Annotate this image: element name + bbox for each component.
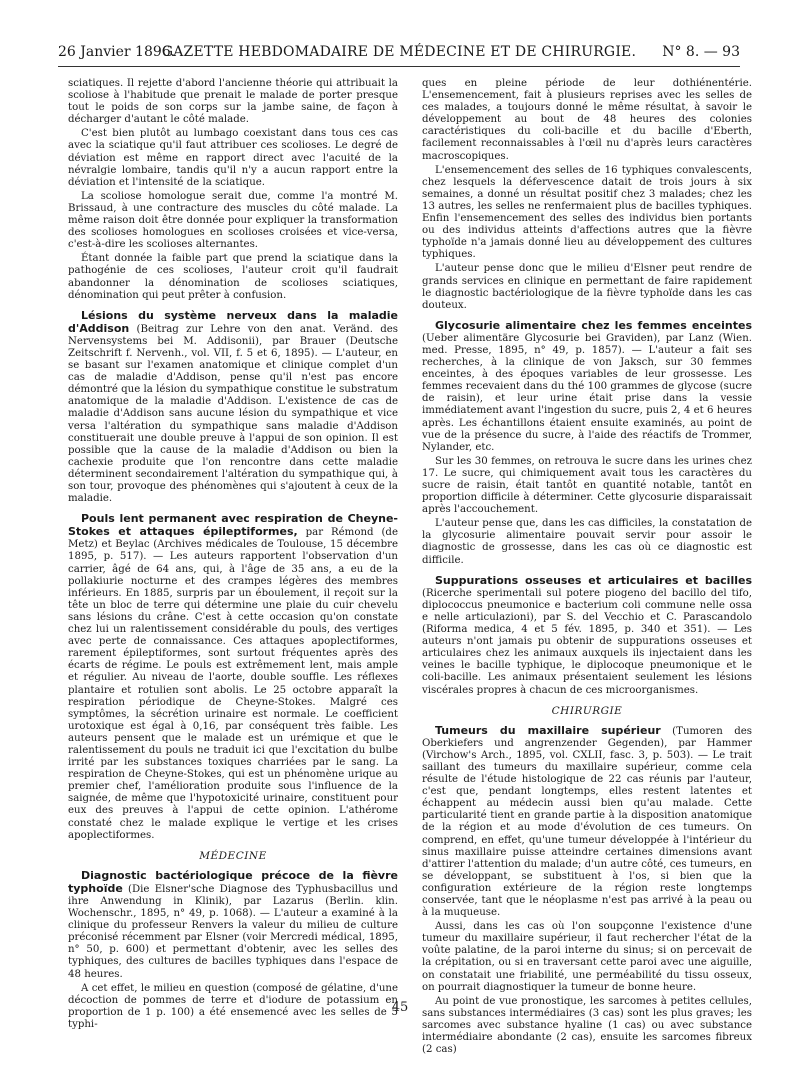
article-paragraph: [422, 575, 752, 697]
header-rule: [58, 66, 740, 67]
article-suppurations: [422, 575, 752, 697]
paragraph: Étant donnée la faible part que prend la sciatique dans la pathogénie de ces scolioses, l'auteur croit qu'il faudrait abandonner la dénomination de scolioses sciatiques, dénomination qui peut prêter à confusion.: [68, 253, 398, 301]
article-paragraph: [422, 320, 752, 454]
article-cheyne-stokes: [68, 513, 398, 842]
article-heading: Diagnostic bactériologique précoce de la fièvre typhoïde: [68, 868, 398, 895]
left-column: [68, 78, 398, 1039]
article-body: (Ricerche sperimentali sul potere piogeno del bacillo del tifo, diplococcus pneumonice e bacterium coli commune nelle ossa e nelle articulazioni), par S. del Vecchio et C. Parascandolo (Riforma medica, 4 et 5 fév. 1895, p. 340 et 351). — Les auteurs n'ont jamais pu obtenir de suppurations osseuses et articulaires chez les animaux auxquels ils injectaient dans les veines le bacille typhique, le diplocoque pneumonique et le coli-bacille. Les animaux présentaient seulement les lésions viscérales propres à chacun de ces microorganismes.: [422, 587, 752, 696]
issue-page-number: N° 8. — 93: [662, 44, 740, 60]
journal-title: GAZETTE HEBDOMADAIRE DE MÉDECINE ET DE CHIRURGIE.: [161, 44, 637, 60]
paragraph: ques en pleine période de leur dothiénentérie. L'ensemencement, fait à plusieurs reprises avec les selles de ces malades, a toujours donné le même résultat, à savoir le développement au bout de 48 heures des colonies caractéristiques du coli-bacille et du bacille d'Eberth, facilement reconnaissables à l'œil nu d'après leurs caractères macroscopiques.: [422, 78, 752, 162]
article-paragraph: [68, 870, 398, 981]
article-paragraph: [68, 513, 398, 842]
article-glycosurie: [422, 320, 752, 567]
article-paragraph: Aussi, dans les cas où l'on soupçonne l'existence d'une tumeur du maxillaire supérieur, il faut rechercher l'état de la voûte palatine, de la paroi interne du sinus; si on percevait de la crépitation, ou si en traversant cette paroi avec une aiguille, on constatait une friabilité, une perméabilité du tissu osseux, on pourrait diagnostiquer la tumeur de bonne heure.: [422, 921, 752, 993]
paragraph: sciatiques. Il rejette d'abord l'ancienne théorie qui attribuait la scoliose à l'habitude que prenait le malade de porter presque tout le poids de son corps sur la jambe saine, de façon à décharger d'autant le côté malade.: [68, 78, 398, 126]
article-body: (Die Elsner'sche Diagnose des Typhusbacillus und ihre Anwendung in Klinik), par Lazarus (Berlin. klin. Wochenschr., 1895, n° 49, p. 1068). — L'auteur a examiné à la clinique du professeur Renvers la valeur du milieu de culture préconisé récemment par Elsner (voir Mercredi médical, 1895, n° 50, p. 600) et permettant d'obtenir, avec les selles des typhiques, des cultures de bacilles typhiques dans l'espace de 48 heures.: [68, 883, 398, 980]
article-heading: Glycosurie alimentaire chez les femmes enceintes: [435, 318, 752, 332]
article-body: (Ueber alimentäre Glycosurie bei Graviden), par Lanz (Wien. med. Presse, 1895, n° 49, p. 1857). — L'auteur a fait ses recherches, à la clinique de von Jaksch, sur 30 femmes enceintes, à des époques variables de leur grossesse. Les femmes recevaient dans du thé 100 grammes de glycose (sucre de raisin), et leur urine était prise dans la vessie immédiatement avant l'ingestion du sucre, puis 2, 4 et 6 heures après. Les échantillons étaient ensuite examinés, au point de vue de la présence du sucre, à l'aide des réactifs de Trommer, Nylander, etc.: [422, 332, 752, 453]
article-heading: Suppurations osseuses et articulaires et bacilles: [435, 573, 752, 587]
article-heading: Lésions du système nerveux dans la maladie d'Addison: [68, 308, 398, 335]
article-paragraph: [68, 310, 398, 506]
page-number: 45: [391, 1000, 409, 1015]
right-column: [422, 78, 752, 1064]
paragraph: L'auteur pense donc que le milieu d'Elsner peut rendre de grands services en clinique en permettant de faire rapidement le diagnostic bactériologique de la fièvre typhoïde dans les cas douteux.: [422, 263, 752, 311]
article-paragraph: L'auteur pense que, dans les cas difficiles, la constatation de la glycosurie alimentaire pouvait servir pour assoir le diagnostic de grossesse, dans les cas où ce diagnostic est difficile.: [422, 518, 752, 566]
paragraph: La scoliose homologue serait due, comme l'a montré M. Brissaud, à une contracture des muscles du côté malade. La même raison doit être donnée pour expliquer la transformation des scolioses homologues en scolioses croisées et vice-versa, c'est-à-dire les scolioses alternantes.: [68, 190, 398, 251]
article-heading: Tumeurs du maxillaire supérieur: [435, 723, 661, 737]
article-addison: [68, 310, 398, 506]
article-paragraph: A cet effet, le milieu en question (composé de gélatine, d'une décoction de pommes de terre et d'iodure de potassium en proportion de 1 p. 100) a été ensemencé avec les selles de 5 typhi-: [68, 982, 398, 1030]
article-body: (Beitrag zur Lehre von den anat. Veränd. des Nervensystems bei M. Addisonii), par Brauer (Deutsche Zeitschrift f. Nervenh., vol. VII, f. 5 et 6, 1895). — L'auteur, en se basant sur l'examen anatomique et clinique complet d'un cas de maladie d'Addison, pense qu'il n'est pas encore démontré que la lésion du sympathique constitue le substratum anatomique de la maladie d'Addison. L'existence de cas de maladie d'Addison sans aucune lésion du sympathique et vice versa l'altération du sympathique sans maladie d'Addison constituerait une double preuve à l'appui de son opinion. Il est possible que la cause de la maladie d'Addison ou bien la cachexie produite que l'on rencontre dans cette maladie déterminent secondairement l'altération du sympathique qui, à son tour, provoque des phénomènes qui s'ajoutent à ceux de la maladie.: [68, 323, 398, 505]
header-date: 26 Janvier 1896.: [58, 44, 176, 60]
article-paragraph: Au point de vue pronostique, les sarcomes à petites cellules, sans substances intermédiaires (3 cas) sont les plus graves; les sarcomes avec substance hyaline (1 cas) ou avec substance intermédiaire abondante (2 cas), ensuite les sarcomes fibreux (2 cas): [422, 995, 752, 1056]
paragraph: C'est bien plutôt au lumbago coexistant dans tous ces cas avec la sciatique qu'il faut attribuer ces scolioses. Le degré de déviation est même en rapport direct avec l'acuité de la névralgie lombaire, tandis qu'il n'y a aucun rapport entre la déviation et l'intensité de la sciatique.: [68, 128, 398, 188]
article-paragraph: [422, 725, 752, 920]
article-body: par Rémond (de Metz) et Beylac (Archives médicales de Toulouse, 15 décembre 1895, p. 517). — Les auteurs rapportent l'observation d'un carrier, âgé de 64 ans, qui, à l'âge de 35 ans, a eu de la pollakiurie nocturne et des crampes légères des membres inférieurs. En 1885, surpris par un éboulement, il reçoit sur la tête un bloc de terre qui détermine une plaie du cuir chevelu sans lésions du crâne. C'est à cette occasion qu'on constate chez lui un ralentissement considérable du pouls, des vertiges avec perte de connaissance. Ces attaques apoplectiformes, rarement épileptiformes, sont surtout fréquentes après des écarts de régime. Le pouls est extrêmement lent, mais ample et régulier. Au niveau de l'aorte, double souffle. Les réflexes plantaire et rotulien sont abolis. Le 25 octobre apparaît la respiration périodique de Cheyne-Stokes. Malgré ces symptômes, la sécrétion urinaire est normale. Le coefficient urotoxique est égal à 0,16, par conséquent très faible. Les auteurs pensent que le malade est un urémique et que le ralentissement du pouls ne traduit ici que l'excitation du bulbe irrité par les substances toxiques charriées par le sang. La respiration de Cheyne-Stokes, qui est un phénomène urique au premier chef, l'amélioration produite sous l'influence de la saignée, de même que l'hypotoxicité urinaire, constituent pour eux des preuves à l'appui de cette opinion. L'athérome constaté chez le malade explique le vertige et les crises apoplectiformes.: [68, 527, 398, 841]
diagnostic-continuation: [422, 78, 752, 312]
paragraph: L'ensemencement des selles de 16 typhiques convalescents, chez lesquels la défervescence datait de trois jours à six semaines, a donné un résultat positif chez 3 malades; chez les 13 autres, les selles ne renfermaient plus de bacilles typhiques. Enfin l'ensemencement des selles des individus bien portants ou des individus atteints d'affections autres que la fièvre typhoïde n'a jamais donné lieu au développement des cultures typhiques.: [422, 164, 752, 261]
article-heading: Pouls lent permanent avec respiration de Cheyne-Stokes et attaques épileptiformes,: [68, 512, 398, 539]
section-title-chirurgie: CHIRURGIE: [551, 704, 623, 717]
article-paragraph: Sur les 30 femmes, on retrouva le sucre dans les urines chez 17. Le sucre, qui chimiquement avait tous les caractères du sucre de raisin, était tantôt en quantité notable, tantôt en proportion difficile à déterminer. Cette glycosurie disparaissait après l'accouchement.: [422, 455, 752, 516]
section-title-medecine: MÉDECINE: [199, 849, 267, 862]
running-header: [58, 44, 740, 62]
intro-text: [68, 78, 398, 302]
article-body: (Tumoren des Oberkiefers und angrenzender Gegenden), par Hammer (Virchow's Arch., 1895, vol. CXLII, fasc. 3, p. 503). — Le trait saillant des tumeurs du maxillaire supérieur, comme cela résulte de l'étude histologique de 22 cas réunis par l'auteur, c'est que, pendant longtemps, elles restent latentes et échappent au médecin aussi bien qu'au malade. Cette particularité tient en grande partie à la disposition anatomique de la région et au mode d'évolution de ces tumeurs. On comprend, en effet, qu'une tumeur développée à l'intérieur du sinus maxillaire puisse atteindre certaines dimensions avant d'attirer l'attention du malade; d'un autre côté, ces tumeurs, en se développant, se substituent à l'os, si bien que la configuration extérieure de la région reste longtemps conservée, tant que le néoplasme n'est pas arrivé à la peau ou à la muqueuse.: [422, 725, 752, 919]
